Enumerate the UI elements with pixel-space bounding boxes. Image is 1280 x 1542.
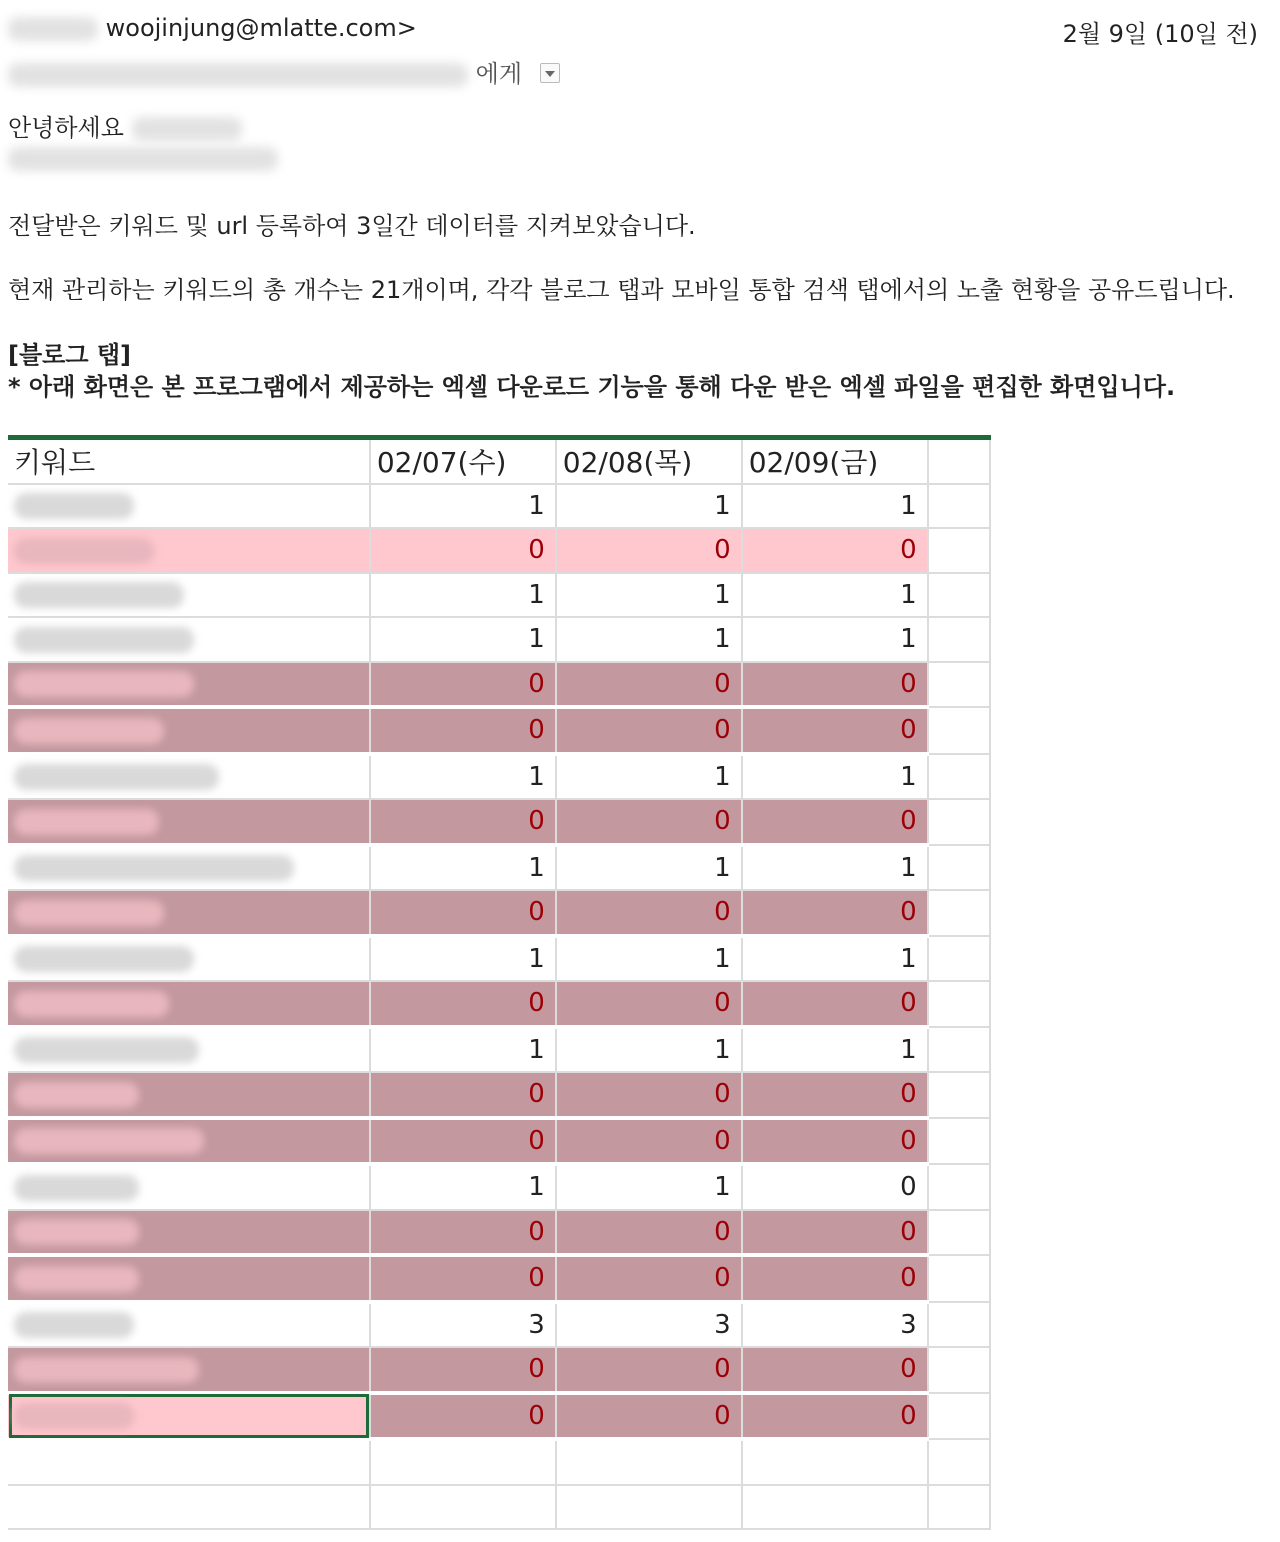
table-row [8,1027,990,1073]
empty-cell [928,1164,990,1210]
rank-cell[interactable]: 0 [370,1347,556,1393]
rank-cell[interactable]: 0 [370,1393,556,1440]
table-row [8,1118,990,1165]
redacted-keyword [14,1312,134,1338]
redacted-keyword [14,538,154,564]
rank-cell[interactable]: 1 [370,573,556,618]
table-row [8,707,990,754]
keyword-cell[interactable] [8,1210,370,1256]
empty-cell [928,1027,990,1073]
keyword-cell[interactable] [8,707,370,754]
empty-cell [370,1439,556,1485]
keyword-cell[interactable] [8,799,370,845]
empty-cell [928,936,990,982]
rank-cell[interactable]: 1 [556,1027,742,1073]
rank-cell[interactable]: 0 [742,707,928,754]
table-row [8,890,990,936]
redacted-keyword [14,946,194,972]
rank-cell[interactable]: 0 [370,662,556,708]
rank-cell[interactable]: 0 [556,528,742,573]
rank-cell[interactable]: 0 [742,1072,928,1118]
rank-cell[interactable]: 1 [742,617,928,662]
greeting-line [8,108,242,143]
empty-cell [928,1118,990,1165]
rank-cell[interactable]: 0 [556,799,742,845]
rank-cell[interactable]: 1 [742,484,928,529]
table-row [8,528,990,573]
redacted-keyword [14,671,194,697]
empty-cell [928,528,990,573]
redacted-keyword [14,1357,199,1383]
empty-cell [928,799,990,845]
empty-cell [928,1393,990,1440]
keyword-cell[interactable] [8,662,370,708]
empty-cell [928,981,990,1027]
redacted-keyword [14,1175,139,1201]
rank-cell[interactable]: 3 [742,1302,928,1348]
keyword-cell[interactable] [8,484,370,529]
empty-cell [928,1255,990,1302]
keyword-cell[interactable] [8,1027,370,1073]
redacted-intro-text [8,147,278,171]
table-row [8,617,990,662]
rank-cell[interactable]: 0 [556,707,742,754]
redacted-keyword [14,855,294,881]
empty-cell [928,1347,990,1393]
rank-cell[interactable]: 0 [370,1255,556,1302]
empty-cell [928,1072,990,1118]
rank-cell[interactable]: 1 [556,754,742,800]
redacted-keyword [14,1219,139,1245]
rank-cell[interactable]: 0 [742,528,928,573]
rank-cell[interactable]: 0 [742,981,928,1027]
redacted-keyword [14,900,164,926]
keyword-cell[interactable] [8,845,370,891]
empty-row [8,1439,990,1485]
rank-cell[interactable]: 1 [742,754,928,800]
table-row [8,936,990,982]
paragraph-1: 전달받은 키워드 및 url 등록하여 3일간 데이터를 지켜보았습니다. [8,212,696,240]
rank-cell[interactable]: 0 [742,799,928,845]
empty-cell [8,1485,370,1530]
table-row [8,754,990,800]
redacted-keyword [14,493,134,519]
rank-cell[interactable]: 0 [742,1164,928,1210]
table-row [8,484,990,529]
rank-cell[interactable]: 0 [742,662,928,708]
empty-cell [556,1439,742,1485]
rank-cell[interactable]: 1 [370,617,556,662]
email-date: 2월 9일 (10일 전) [1062,20,1258,48]
table-row [8,799,990,845]
empty-cell [8,1439,370,1485]
recipient-details-dropdown-icon[interactable] [540,63,560,83]
empty-cell [928,1439,990,1485]
greeting: 안녕하세요 [8,114,124,142]
redacted-keyword [14,627,194,653]
rank-cell[interactable]: 0 [370,1072,556,1118]
rank-cell[interactable]: 1 [556,484,742,529]
table-row [8,662,990,708]
keyword-cell[interactable] [8,1255,370,1302]
empty-row [8,1485,990,1530]
redacted-keyword [14,1266,139,1292]
rank-cell[interactable]: 1 [556,1164,742,1210]
rank-cell[interactable]: 1 [556,936,742,982]
keyword-cell[interactable] [8,981,370,1027]
keyword-cell[interactable] [8,617,370,662]
keyword-cell[interactable] [8,1164,370,1210]
table-row [8,845,990,891]
redacted-greeting-name [132,117,242,141]
rank-cell[interactable]: 1 [370,1164,556,1210]
rank-cell[interactable]: 0 [742,1393,928,1440]
rank-cell[interactable]: 0 [370,1118,556,1165]
rank-cell[interactable]: 0 [556,1072,742,1118]
rank-cell[interactable]: 0 [742,1118,928,1165]
sender-email: woojinjung@mlatte.com> [105,14,417,42]
rank-cell[interactable]: 1 [742,936,928,982]
table-row [8,981,990,1027]
redacted-keyword [14,1403,134,1429]
rank-cell[interactable]: 1 [556,573,742,618]
empty-cell [928,890,990,936]
rank-cell[interactable]: 0 [370,528,556,573]
rank-cell[interactable]: 1 [370,484,556,529]
keyword-cell[interactable] [8,1118,370,1165]
rank-cell[interactable]: 0 [742,1255,928,1302]
rank-cell[interactable]: 1 [370,754,556,800]
rank-cell[interactable]: 0 [370,890,556,936]
empty-cell [742,1439,928,1485]
rank-cell[interactable]: 0 [556,981,742,1027]
keyword-cell[interactable] [8,528,370,573]
empty-cell [928,484,990,529]
rank-cell[interactable]: 0 [556,1347,742,1393]
redacted-keyword [14,1128,204,1154]
table-row [8,1347,990,1393]
empty-cell [928,1210,990,1256]
redacted-keyword [14,991,169,1017]
table-row [8,1210,990,1256]
rank-cell[interactable]: 1 [556,845,742,891]
empty-cell [928,440,990,484]
rank-cell[interactable]: 0 [556,890,742,936]
empty-cell [928,707,990,754]
recipient-line [8,54,560,89]
redacted-keyword [14,1082,139,1108]
rank-cell[interactable]: 1 [370,845,556,891]
keyword-cell[interactable] [8,573,370,618]
redacted-intro-line [8,144,278,172]
empty-cell [928,617,990,662]
section-note: * 아래 화면은 본 프로그램에서 제공하는 엑셀 다운로드 기능을 통해 다운 받은 엑셀 파일을 편집한 화면입니다. [8,373,1176,401]
redacted-keyword [14,1037,199,1063]
table-row [8,1302,990,1348]
empty-cell [928,845,990,891]
keyword-cell[interactable] [8,1302,370,1348]
rank-cell[interactable]: 0 [370,1210,556,1256]
rank-cell[interactable]: 1 [742,1027,928,1073]
paragraph-2: 현재 관리하는 키워드의 총 개수는 21개이며, 각각 블로그 탭과 모바일 통합 검색 탭에서의 노출 현황을 공유드립니다. [8,276,1235,304]
rank-cell[interactable]: 0 [370,707,556,754]
table-row [8,573,990,618]
header-keyword: 키워드 [8,440,370,484]
rank-cell[interactable]: 1 [370,1027,556,1073]
rank-cell[interactable]: 1 [556,617,742,662]
rank-cell[interactable]: 1 [742,573,928,618]
keyword-cell[interactable] [8,890,370,936]
rank-cell[interactable]: 0 [370,981,556,1027]
rank-cell[interactable]: 0 [556,1118,742,1165]
table-row [8,1393,990,1440]
rank-cell[interactable]: 0 [370,799,556,845]
keyword-exposure-table [8,440,991,1530]
rank-cell[interactable]: 3 [370,1302,556,1348]
table-header-row [8,440,990,484]
header-date-2: 02/08(목) [556,440,742,484]
sender-line [8,14,417,42]
table-row [8,1255,990,1302]
redacted-recipients [8,63,468,87]
rank-cell[interactable]: 0 [556,1393,742,1440]
redacted-keyword [14,718,164,744]
empty-cell [928,754,990,800]
redacted-keyword [14,582,184,608]
empty-cell [370,1485,556,1530]
keyword-cell[interactable] [8,936,370,982]
rank-cell[interactable]: 0 [556,1255,742,1302]
redacted-sender-name [8,17,98,41]
spreadsheet-screenshot [8,435,991,1525]
empty-cell [742,1485,928,1530]
keyword-cell[interactable] [8,1072,370,1118]
rank-cell[interactable]: 0 [556,1210,742,1256]
redacted-keyword [14,764,219,790]
rank-cell[interactable]: 1 [742,845,928,891]
keyword-cell[interactable] [8,754,370,800]
empty-cell [556,1485,742,1530]
empty-cell [928,573,990,618]
rank-cell[interactable]: 0 [556,662,742,708]
keyword-cell[interactable] [8,1347,370,1393]
header-date-1: 02/07(수) [370,440,556,484]
recipient-suffix: 에게 [475,60,523,88]
keyword-cell[interactable] [8,1393,370,1440]
table-row [8,1164,990,1210]
rank-cell[interactable]: 0 [742,1347,928,1393]
rank-cell[interactable]: 0 [742,1210,928,1256]
rank-cell[interactable]: 3 [556,1302,742,1348]
table-row [8,1072,990,1118]
empty-cell [928,1485,990,1530]
rank-cell[interactable]: 1 [370,936,556,982]
empty-cell [928,662,990,708]
empty-cell [928,1302,990,1348]
rank-cell[interactable]: 0 [742,890,928,936]
header-date-3: 02/09(금) [742,440,928,484]
redacted-keyword [14,809,159,835]
section-title: [블로그 탭] [8,341,132,369]
